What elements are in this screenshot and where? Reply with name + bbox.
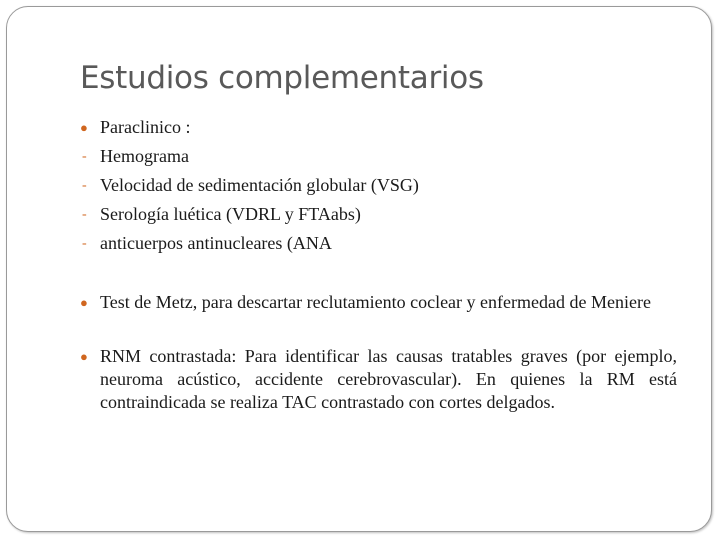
bullet-text: RNM contrastada: Para identificar las causas tratables graves (por ejemplo, neuroma acústico, accidente cerebrovascular). En quienes la RM está contraindicada se realiza TAC contrastado con cortes delgados. bbox=[100, 346, 677, 412]
sub-item-text: anticuerpos antinucleares (ANA bbox=[100, 233, 332, 253]
bullet-text: Paraclinico : bbox=[100, 117, 191, 137]
bullet-paraclinico bbox=[80, 116, 677, 139]
sub-item-serologia bbox=[80, 203, 677, 226]
sub-item-text: Serología luética (VDRL y FTAabs) bbox=[100, 204, 361, 224]
slide-body bbox=[80, 116, 677, 414]
dash-icon: - bbox=[82, 236, 87, 251]
dash-icon: - bbox=[82, 149, 87, 164]
bullet-text: Test de Metz, para descartar reclutamiento coclear y enfermedad de Meniere bbox=[100, 292, 651, 312]
sub-item-text: Hemograma bbox=[100, 146, 189, 166]
sub-item-text: Velocidad de sedimentación globular (VSG) bbox=[100, 175, 419, 195]
dash-icon: - bbox=[82, 178, 87, 193]
bullet-icon: ● bbox=[80, 120, 88, 135]
sub-item-vsg bbox=[80, 174, 677, 197]
bullet-rnm bbox=[80, 345, 677, 414]
dash-icon: - bbox=[82, 207, 87, 222]
slide-title: Estudios complementarios bbox=[80, 60, 484, 96]
bullet-test-metz bbox=[80, 291, 677, 314]
bullet-icon: ● bbox=[80, 295, 88, 310]
sub-item-hemograma bbox=[80, 145, 677, 168]
bullet-icon: ● bbox=[80, 349, 88, 364]
sub-item-ana bbox=[80, 232, 677, 255]
